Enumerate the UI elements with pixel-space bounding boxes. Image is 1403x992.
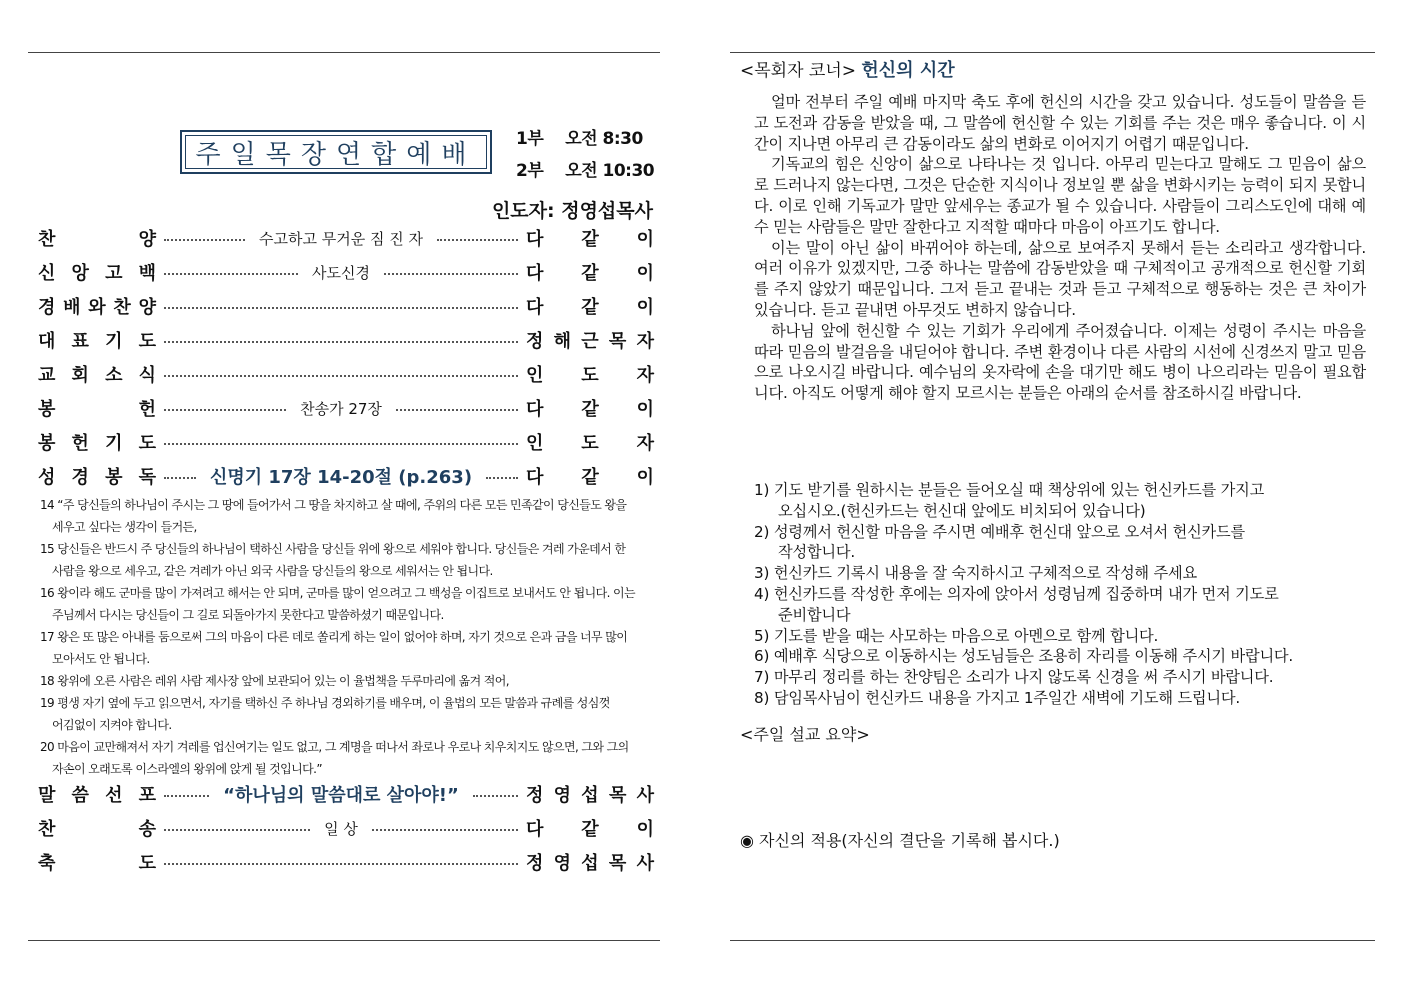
dot-leader — [164, 443, 518, 445]
step-item-continued: 작성합니다. — [778, 543, 855, 562]
column-paragraph: 이는 말이 아닌 삶이 바뀌어야 하는데, 삶으로 보여주지 못해서 듣는 소리라고 생각합니다. 여러 이유가 있겠지만, 그중 하나는 말씀에 감동받았을 때 구체적이고 공개적으로 헌신할 기회를 주지 않았기 때문입니다. 그저 듣고 끝내는 것과 듣고 구체적으로 행동하는 것은 큰 차이가 있습니다. 듣고 끝내면 아무것도 변하지 않습니다. — [754, 238, 1366, 319]
order-item-label: 경 배 와 찬 양 — [38, 297, 156, 318]
dot-leader — [164, 795, 209, 797]
order-item — [38, 326, 654, 354]
top-rule-right — [730, 52, 1375, 53]
dot-leader — [164, 829, 310, 831]
corner-label: <목회자 코너> — [740, 61, 857, 81]
dot-leader — [437, 239, 518, 241]
order-item — [38, 814, 654, 842]
verse-line: 15 당신들은 반드시 주 당신들의 하나님이 택하신 사람을 당신들 위에 왕으로 세워야 합니다. 당신들은 겨레 가운데서 한 — [40, 542, 626, 556]
pastor-corner-heading — [740, 56, 955, 82]
verse-line: 주님께서 다시는 당신들이 그 길로 되돌아가지 못한다고 말씀하셨기 때문입니다. — [52, 608, 444, 622]
step-item: 3) 헌신카드 기록시 내용을 잘 숙지하시고 구체적으로 작성해 주세요 — [754, 564, 1197, 583]
pastor-column-body — [754, 92, 1366, 404]
verse-line: 19 평생 자기 옆에 두고 읽으면서, 자기를 택하신 주 하나님 경외하기를 배우며, 이 율법의 모든 말씀과 규례를 성심껏 — [40, 696, 610, 710]
dot-leader — [164, 863, 518, 865]
service-1 — [516, 124, 643, 149]
order-item — [38, 848, 654, 876]
order-item-detail: 일 상 — [324, 819, 358, 838]
step-item-continued: 오십시오.(헌신카드는 헌신대 앞에도 비치되어 있습니다) — [778, 501, 1146, 520]
order-item-leader: 정 해 근 목 자 — [526, 331, 654, 352]
order-item-leader: 다 같 이 — [526, 399, 654, 420]
step-item: 7) 마무리 정리를 하는 찬양팀은 소리가 나지 않도록 신경을 써 주시기 바랍니다. — [754, 668, 1274, 687]
top-rule-left — [28, 52, 660, 53]
service-part: 1부 — [516, 129, 544, 149]
order-item-leader: 다 같 이 — [526, 263, 654, 284]
order-item-leader: 다 같 이 — [526, 467, 654, 488]
verse-line: 사람을 왕으로 세우고, 같은 겨레가 아닌 외국 사람을 당신들의 왕으로 세워서는 안 됩니다. — [52, 564, 493, 578]
order-item-label: 찬 송 — [38, 819, 156, 840]
verse-line: 17 왕은 또 많은 아내를 둠으로써 그의 마음이 다른 데로 쏠리게 하는 일이 없어야 하며, 자기 것으로 은과 금을 너무 많이 — [40, 630, 628, 644]
step-item: 5) 기도를 받을 때는 사모하는 마음으로 아멘으로 함께 합니다. — [754, 626, 1159, 645]
order-item-label: 축 도 — [38, 853, 156, 874]
worship-title: 주일목장연합예배 — [195, 139, 477, 170]
dot-leader — [164, 273, 298, 275]
dot-leader — [164, 239, 245, 241]
order-item-detail: 신명기 17장 14-20절 (p.263) — [209, 467, 473, 488]
service-time: 오전 8:30 — [565, 129, 643, 149]
sermon-summary-heading: <주일 설교 요약> — [740, 725, 870, 744]
order-item — [38, 462, 654, 490]
order-item-detail: “하나님의 말씀대로 살아야!” — [223, 785, 459, 806]
dot-leader — [164, 477, 196, 479]
leader-label: 인도자: 정영섭목사 — [491, 200, 653, 222]
order-item-label: 교 회 소 식 — [38, 365, 156, 386]
dot-leader — [396, 409, 518, 411]
order-item — [38, 360, 654, 388]
bottom-rule-right — [730, 940, 1375, 941]
order-item-leader: 정 영 섭 목 사 — [526, 853, 654, 874]
order-item-detail: 수고하고 무거운 짐 진 자 — [259, 229, 423, 248]
order-item-detail: 사도신경 — [312, 263, 370, 282]
order-item — [38, 224, 654, 252]
bottom-rule-left — [28, 940, 660, 941]
order-item-leader: 다 같 이 — [526, 297, 654, 318]
verse-line: 20 마음이 교만해져서 자기 겨레를 업신여기는 일도 없고, 그 계명을 떠나서 좌로나 우로나 치우치지도 않으면, 그와 그의 — [40, 740, 629, 754]
devotion-steps — [754, 480, 1374, 709]
order-item-leader: 다 같 이 — [526, 229, 654, 250]
dot-leader — [164, 307, 518, 309]
application-heading: ◉ 자신의 적용(자신의 결단을 기록해 봅시다.) — [740, 831, 1060, 850]
dot-leader — [384, 273, 518, 275]
dot-leader — [164, 341, 518, 343]
service-part: 2부 — [516, 161, 544, 181]
order-item — [38, 292, 654, 320]
worship-title-box — [180, 130, 492, 174]
verse-line: 16 왕이라 해도 군마를 많이 가져려고 해서는 안 되며, 군마를 많이 얻으려고 그 백성을 이집트로 보내서도 안 됩니다. 이는 — [40, 586, 635, 600]
order-item-leader: 인 도 자 — [526, 365, 654, 386]
order-item — [38, 394, 654, 422]
order-item — [38, 428, 654, 456]
column-paragraph: 하나님 앞에 헌신할 수 있는 기회가 우리에게 주어졌습니다. 이제는 성령이 주시는 마음을 따라 믿음의 발걸음을 내딛어야 합니다. 주변 환경이나 다른 사람의 시선에 신경쓰지 말고 믿음으로 나오시길 바랍니다. 예수님의 옷자락에 손을 대기만 해도 병이 나으리라는 믿음이 필요합니다. 아직도 어떻게 해야 할지 모르시는 분들은 아래의 순서를 참조하시길 바랍니다. — [754, 321, 1366, 403]
order-item-label: 성 경 봉 독 — [38, 467, 156, 488]
dot-leader — [164, 375, 518, 377]
order-item — [38, 258, 654, 286]
order-item-label: 신 앙 고 백 — [38, 263, 156, 284]
verse-line: 자손이 오래도록 이스라엘의 왕위에 앉게 될 것입니다.” — [52, 762, 322, 776]
order-item-label: 대 표 기 도 — [38, 331, 156, 352]
dot-leader — [372, 829, 518, 831]
dot-leader — [486, 477, 518, 479]
verse-line: 14 “주 당신들의 하나님이 주시는 그 땅에 들어가서 그 땅을 차지하고 살 때에, 주위의 다른 모든 민족같이 당신들도 왕을 — [40, 498, 627, 512]
step-item: 2) 성령께서 헌신할 마음을 주시면 예배후 헌신대 앞으로 오셔서 헌신카드를 — [754, 522, 1245, 541]
order-item-label: 찬 양 — [38, 229, 156, 250]
step-item: 1) 기도 받기를 원하시는 분들은 들어오실 때 책상위에 있는 헌신카드를 가지고 — [754, 481, 1265, 499]
verse-line: 모아서도 안 됩니다. — [52, 652, 150, 666]
order-item-label: 봉 헌 — [38, 399, 156, 420]
order-item-leader: 인 도 자 — [526, 433, 654, 454]
order-item-label: 말 씀 선 포 — [38, 785, 156, 806]
order-item-leader: 다 같 이 — [526, 819, 654, 840]
step-item-continued: 준비합니다 — [778, 605, 851, 624]
dot-leader — [164, 409, 286, 411]
order-item-leader: 정 영 섭 목 사 — [526, 785, 654, 806]
service-time: 오전 10:30 — [565, 161, 655, 181]
step-item: 6) 예배후 식당으로 이동하시는 성도님들은 조용히 자리를 이동해 주시기 바랍니다. — [754, 647, 1294, 666]
order-item-label: 봉 헌 기 도 — [38, 433, 156, 454]
verse-line: 세우고 싶다는 생각이 들거든, — [52, 520, 197, 534]
step-item: 8) 담임목사님이 헌신카드 내용을 가지고 1주일간 새벽에 기도해 드립니다. — [754, 688, 1240, 707]
dot-leader — [473, 795, 518, 797]
order-item — [38, 780, 654, 808]
step-item: 4) 헌신카드를 작성한 후에는 의자에 앉아서 성령님께 집중하며 내가 먼저 기도로 — [754, 584, 1279, 603]
column-paragraph: 기독교의 힘은 신앙이 삶으로 나타나는 것 입니다. 아무리 믿는다고 말해도 그 믿음이 삶으로 드러나지 않는다면, 그것은 단순한 지식이나 정보일 뿐 삶을 변화시키는 능력이 되지 못합니다. 이로 인해 기독교가 말만 앞세우는 종교가 될 수 있습니다. 사람들이 그리스도인에 대해 예수 믿는 사람들은 말만 잘한다고 지적할 때마다 마음이 아프기도 합니다. — [754, 155, 1366, 236]
verse-line: 18 왕위에 오른 사람은 레위 사람 제사장 앞에 보관되어 있는 이 율법책을 두루마리에 옮겨 적어, — [40, 674, 509, 688]
verse-line: 어김없이 지켜야 합니다. — [52, 718, 172, 732]
column-paragraph: 얼마 전부터 주일 예배 마지막 축도 후에 헌신의 시간을 갖고 있습니다. 성도들이 말씀을 듣고 도전과 감동을 받았을 때, 그 말씀에 헌신할 수 있는 기회를 주는 것은 매우 좋습니다. 이 시간이 지나면 아무리 큰 감동이라도 삶의 변화로 이어지기 어렵기 때문입니다. — [754, 93, 1366, 153]
service-2 — [516, 156, 654, 181]
corner-title: 헌신의 시간 — [861, 60, 955, 81]
order-item-detail: 찬송가 27장 — [300, 399, 382, 418]
